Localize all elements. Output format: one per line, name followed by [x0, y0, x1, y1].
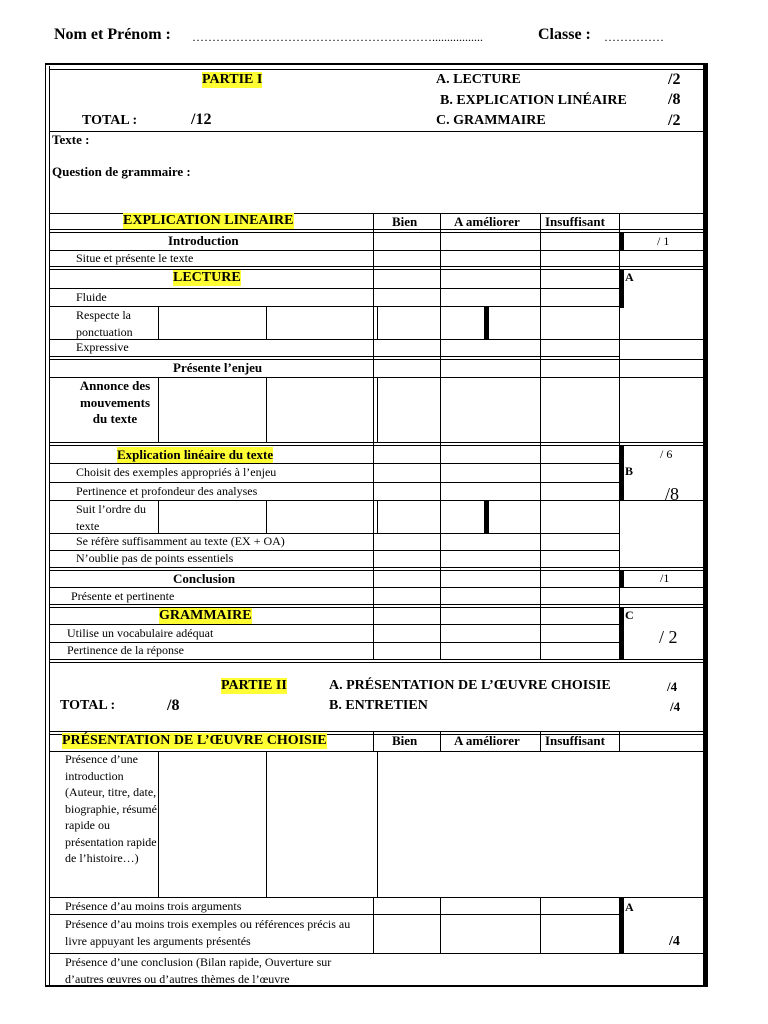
grammaire-title: GRAMMAIRE — [159, 608, 252, 623]
grammaire-row-0: Utilise un vocabulaire adéquat — [67, 626, 214, 640]
expl-total: /8 — [665, 484, 680, 504]
question-grammaire-label: Question de grammaire : — [52, 164, 191, 179]
lecture-letter: A — [625, 270, 634, 284]
partie1-score-grammaire: /2 — [668, 112, 681, 129]
presentation-title: PRÉSENTATION DE L’ŒUVRE CHOISIE — [62, 733, 327, 748]
partie2-item-presentation: A. PRÉSENTATION DE L’ŒUVRE CHOISIE — [329, 678, 611, 693]
intro-score: / 1 — [657, 234, 670, 248]
intro-title: Introduction — [168, 233, 239, 248]
partie1-item-grammaire: C. GRAMMAIRE — [436, 113, 546, 128]
partie1-item-explication: B. EXPLICATION LINÉAIRE — [440, 93, 627, 108]
intro-row-0: Situe et présente le texte — [76, 251, 194, 265]
grammaire-letter: C — [625, 608, 634, 622]
class-dots[interactable]: …………… — [604, 30, 664, 44]
class-label: Classe : — [538, 26, 591, 43]
conclusion-title: Conclusion — [173, 571, 236, 586]
expl-row-0: Choisit des exemples appropriés à l’enjeu — [76, 465, 277, 479]
explication-title: EXPLICATION LINEAIRE — [123, 213, 294, 228]
conclusion-row-0: Présente et pertinente — [71, 589, 175, 603]
p2-row-1: Présence d’au moins trois exemples ou références précis au livre appuyant les arguments présentés — [65, 917, 351, 948]
p2-letter: A — [625, 900, 634, 914]
enjeu-title: Présente l’enjeu — [173, 360, 263, 375]
expl-row-2: Suit l’ordre du texte — [76, 502, 146, 533]
lecture-row-2: Expressive — [76, 340, 129, 354]
partie1-title: PARTIE I — [202, 72, 263, 87]
lecture-row-0: Fluide — [76, 290, 107, 304]
texte-label: Texte : — [52, 132, 90, 147]
p2-row-2: Présence d’une conclusion (Bilan rapide, Ouverture sur d’autres œuvres ou d’autres thèmes de l’œuvre — [65, 955, 332, 986]
partie1-total-score: /12 — [191, 111, 212, 128]
expl-title: Explication linéaire du texte — [117, 447, 274, 462]
partie1-item-lecture: A. LECTURE — [436, 72, 521, 87]
grammaire-row-1: Pertinence de la réponse — [67, 643, 184, 657]
p2-col-bien: Bien — [392, 733, 418, 748]
partie1-total-label: TOTAL : — [82, 113, 138, 128]
partie2-total-label: TOTAL : — [60, 698, 116, 713]
expl-row-3: Se réfère suffisamment au texte (EX + OA) — [76, 534, 285, 548]
p2-total: /4 — [669, 934, 680, 949]
name-dots[interactable]: ……………………………………………………................. — [192, 30, 483, 44]
p2-col-insuffisant: Insuffisant — [545, 733, 605, 748]
expl-row-1: Pertinence et profondeur des analyses — [76, 484, 258, 498]
conclusion-score: /1 — [660, 571, 670, 585]
mouvements-row: Annonce des mouvements du texte — [79, 378, 151, 426]
grammaire-total: / 2 — [659, 627, 678, 647]
name-label: Nom et Prénom : — [54, 26, 171, 43]
expl-score: / 6 — [660, 447, 673, 461]
lecture-title: LECTURE — [173, 270, 241, 285]
expl-row-4: N’oublie pas de points essentiels — [76, 551, 234, 565]
expl-letter: B — [625, 464, 634, 478]
partie1-score-explication: /8 — [668, 91, 681, 108]
partie2-item-entretien: B. ENTRETIEN — [329, 698, 428, 713]
partie2-title: PARTIE II — [221, 678, 287, 693]
partie2-total-score: /8 — [167, 697, 180, 714]
p2-intro-row: Présence d’une introduction (Auteur, titre, date, biographie, résumé rapide ou présentation rapide de l’histoire…) — [65, 752, 157, 865]
p2-row-0: Présence d’au moins trois arguments — [65, 899, 242, 913]
partie2-score-entretien: /4 — [670, 699, 681, 714]
col-bien: Bien — [392, 214, 418, 229]
col-insuffisant: Insuffisant — [545, 214, 605, 229]
partie2-score-presentation: /4 — [667, 679, 678, 694]
col-ameliorer: A améliorer — [454, 214, 520, 229]
lecture-row-1: Respecte la ponctuation — [76, 308, 133, 339]
p2-col-ameliorer: A améliorer — [454, 733, 520, 748]
partie1-score-lecture: /2 — [668, 71, 681, 88]
